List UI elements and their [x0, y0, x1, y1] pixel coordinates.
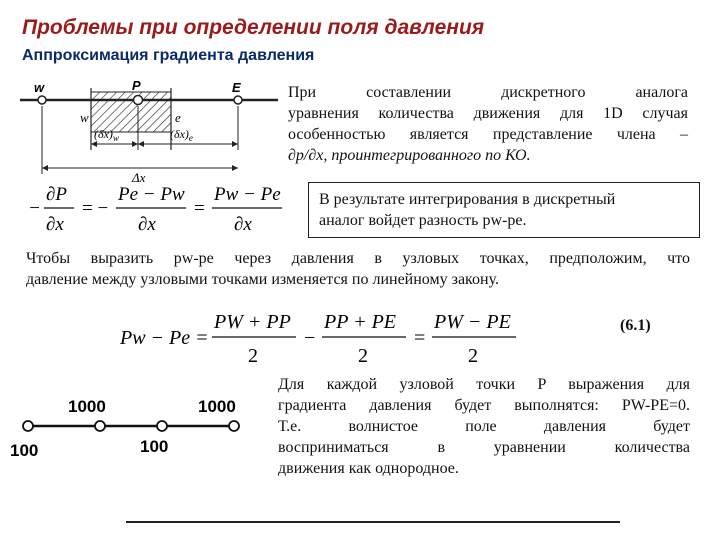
grid-diagram: [20, 78, 280, 188]
label-face-w: w: [80, 110, 89, 125]
wave-node: [229, 421, 239, 431]
equation-2-label: (6.1): [620, 317, 651, 334]
paragraph-2-line: Чтобы выразить pw-pe через давления в узловых точках, предположим, что: [26, 250, 690, 267]
result-box-line: аналог войдет разность pw-pe.: [319, 212, 527, 229]
eq2-term1-numerator: PW + PP: [214, 311, 291, 333]
eq2-term2-numerator: PP + PE: [324, 311, 397, 333]
wave-value: 100: [10, 441, 39, 460]
equation-1: [28, 180, 288, 240]
paragraph-1-line: особенностью является представление члена –: [288, 126, 688, 143]
wave-value: 1000: [198, 397, 236, 416]
label-face-e: e: [175, 110, 181, 125]
paragraph-3: [278, 374, 690, 479]
paragraph-3-line: Для каждой узловой точки P выражения для: [278, 376, 690, 393]
paragraph-3-line: движения как однородное.: [278, 460, 459, 477]
control-volume: [91, 92, 171, 132]
label-node-P: P: [132, 78, 141, 93]
paragraph-2: [26, 248, 690, 290]
eq2-term3-denominator: 2: [468, 345, 478, 367]
eq1-mid-denominator: ∂x: [138, 214, 156, 235]
equation-2: [120, 308, 520, 368]
svg-text:−: −: [304, 327, 316, 349]
wave-value: 100: [140, 437, 169, 456]
paragraph-1: [288, 82, 688, 166]
paragraph-1-line: При составлении дискретного аналога: [288, 84, 688, 101]
label-delta-x: Δx: [132, 170, 146, 185]
svg-text:=: =: [194, 198, 205, 219]
label-node-E: E: [232, 80, 241, 95]
paragraph-3-line: восприниматься в уравнении количества: [278, 439, 690, 456]
result-box: [308, 182, 700, 238]
svg-text:=: =: [414, 327, 426, 349]
slide-title: Проблемы при определении поля давления: [22, 16, 485, 39]
eq1-rhs-numerator: Pw − Pe: [214, 184, 281, 205]
eq2-term1-denominator: 2: [248, 345, 258, 367]
eq2-term2-denominator: 2: [358, 345, 368, 367]
node-E: [234, 96, 242, 104]
svg-text:= −: = −: [82, 198, 109, 219]
wave-node: [23, 421, 33, 431]
result-box-line: В результате интегрирования в дискретный: [319, 191, 616, 208]
eq1-mid-numerator: Pe − Pw: [118, 184, 185, 205]
eq2-term3-numerator: PW − PE: [434, 311, 511, 333]
eq1-lhs-denominator: ∂x: [46, 214, 64, 235]
paragraph-1-line: уравнения количества движения для 1D случая: [288, 105, 688, 122]
wave-value: 1000: [68, 397, 106, 416]
paragraph-1-line: ∂p/∂x, проинтегрированного по КО.: [288, 147, 531, 164]
paragraph-2-line: давление между узловыми точками изменяется по линейному закону.: [26, 271, 499, 288]
paragraph-3-line: Т.е. волнистое поле давления будет: [278, 418, 690, 435]
label-node-w: w: [34, 80, 45, 95]
label-dx-w: $(\delta x)_w$: [94, 127, 119, 143]
eq2-lhs: Pw − Pe =: [120, 327, 209, 349]
wave-diagram: [8, 394, 258, 464]
slide-subtitle: Аппроксимация градиента давления: [22, 47, 315, 64]
eq1-rhs-denominator: ∂x: [234, 214, 252, 235]
label-dx-e: $(\delta x)_e$: [170, 127, 193, 143]
wave-node: [157, 421, 167, 431]
svg-text:−: −: [28, 198, 41, 219]
node-w: [38, 96, 46, 104]
bottom-divider: [126, 521, 620, 523]
paragraph-3-line: градиента давления будет выполнятся: PW-PE=0.: [278, 397, 690, 414]
eq1-lhs-numerator: ∂P: [46, 184, 67, 205]
node-P: [134, 96, 143, 105]
wave-node: [95, 421, 105, 431]
